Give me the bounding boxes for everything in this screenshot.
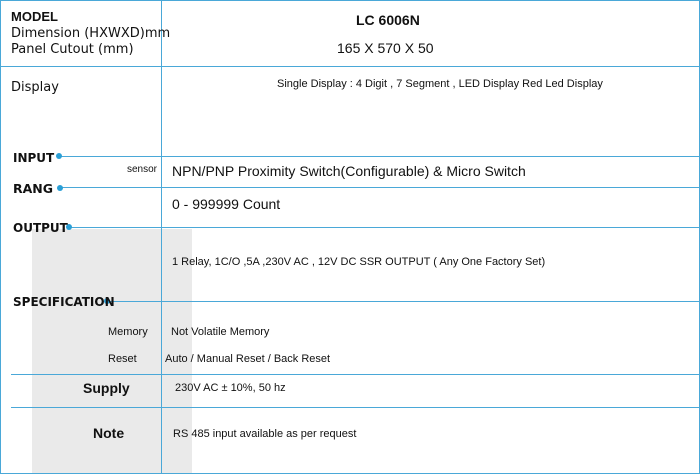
row-divider-supply — [11, 374, 700, 375]
memory-label: Memory — [108, 326, 148, 338]
display-value: Single Display : 4 Digit , 7 Segment , LED Display Red Led Display — [277, 78, 603, 90]
output-label: OUTPUT — [13, 221, 68, 235]
row-divider-spec — [109, 301, 700, 302]
row-divider-input — [61, 156, 700, 157]
rang-value: 0 - 999999 Count — [172, 196, 281, 212]
dimension-label: Dimension (HXWXD)mm — [11, 26, 171, 41]
input-label: INPUT — [13, 151, 55, 165]
sensor-value: NPN/PNP Proximity Switch(Configurable) & Micro Switch — [172, 163, 526, 179]
note-value: RS 485 input available as per request — [173, 428, 357, 440]
supply-label: Supply — [83, 380, 130, 396]
row-divider-note — [11, 407, 700, 408]
supply-value: 230V AC ± 10%, 50 hz — [175, 382, 286, 394]
reset-value: Auto / Manual Reset / Back Reset — [165, 353, 331, 365]
note-label: Note — [93, 425, 125, 441]
rang-label: RANG — [13, 181, 54, 196]
rang-bullet-icon — [57, 185, 63, 191]
row-divider-output — [71, 227, 700, 228]
model-name: LC 6006N — [356, 12, 420, 28]
display-label: Display — [11, 80, 59, 95]
row-divider-model — [1, 66, 700, 67]
output-value: 1 Relay, 1C/O ,5A ,230V AC , 12V DC SSR OUTPUT ( Any One Factory Set) — [172, 256, 546, 268]
input-bullet-icon — [56, 153, 62, 159]
row-divider-rang — [61, 187, 700, 188]
cutout-label: Panel Cutout (mm) — [11, 42, 134, 57]
reset-label: Reset — [108, 353, 137, 365]
column-divider — [161, 1, 162, 474]
memory-value: Not Volatile Memory — [171, 326, 270, 338]
specification-label: SPECIFICATION — [13, 295, 115, 309]
model-label: MODEL — [11, 9, 58, 24]
sensor-label: sensor — [127, 164, 158, 175]
model-size: 165 X 570 X 50 — [337, 40, 434, 56]
